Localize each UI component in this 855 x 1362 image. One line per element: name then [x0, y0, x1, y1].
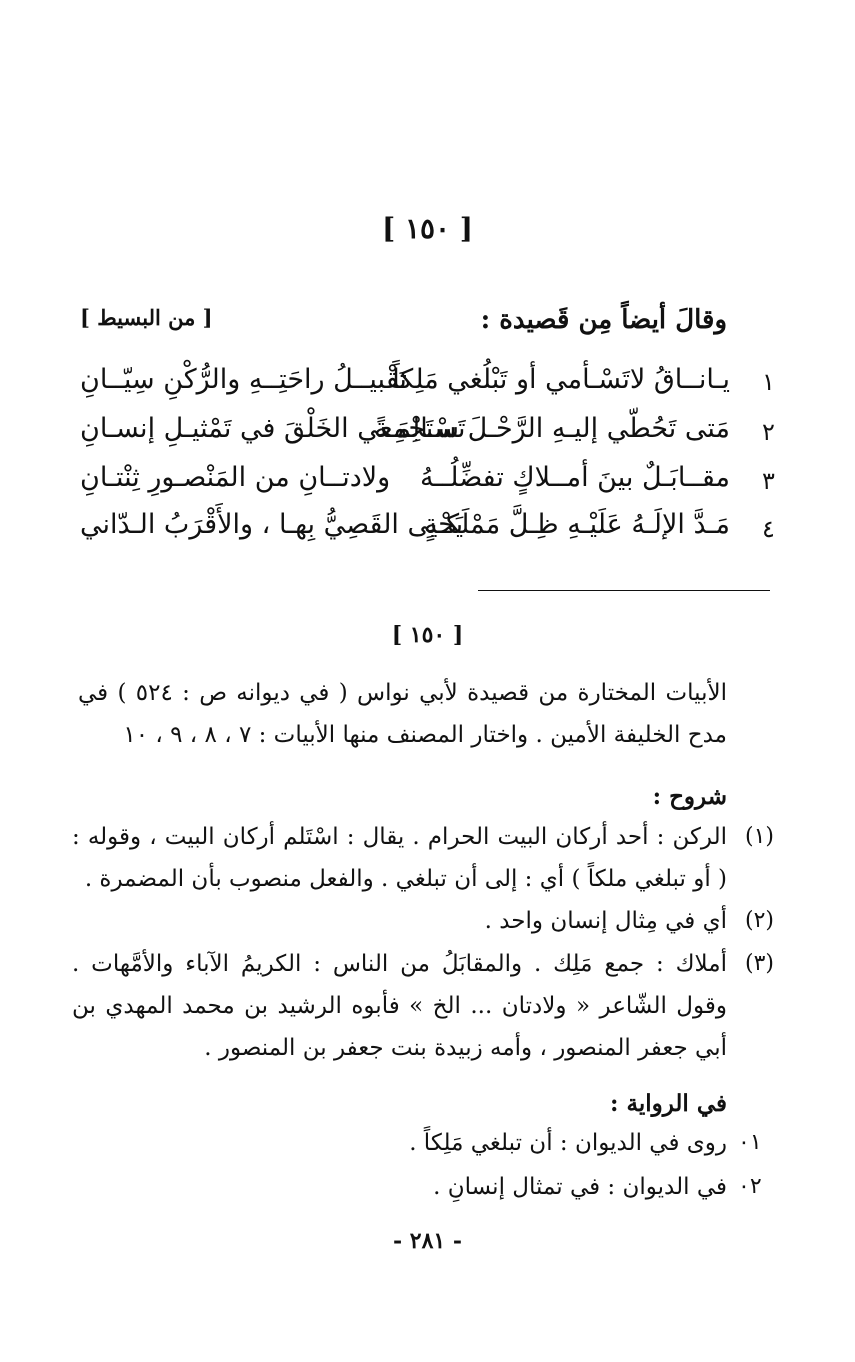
variant-item: في الديوان : في تمثال إنسانِ . [433, 1174, 727, 1200]
verse-number: ٤ [762, 515, 775, 543]
commentary-number: (١) [745, 824, 775, 849]
verse-second-hemistich: يَحْيى القَصِيُّ بِهـا ، والأَقْرَبُ الـدّاني [80, 509, 464, 540]
variant-number: ٠٢ [738, 1174, 762, 1199]
commentary-number: (٢) [745, 908, 775, 933]
verse-second-hemistich: تَسْتَجْمِعي الخَلْقَ في تَمْثيـلِ إنسـانِ [80, 413, 466, 444]
page-number: - ٢٨١ - [392, 1228, 463, 1254]
commentary-number: (٣) [745, 951, 775, 976]
commentary-item: الركن : أحد أركان البيت الحرام . يقال : اسْتَلم أركان البيت ، وقوله : ( أو تبلغي ملكاً ) أي : إلى أن تبلغي . والفعل منصوب بأن المضمرة . [72, 824, 727, 892]
verse-second-hemistich: تَقْبيــلُ راحَتِــهِ والرُّكْنِ سِيّــانِ [80, 364, 407, 395]
poem-number: [ ١٥٠ ] [381, 212, 474, 245]
verse-second-hemistich: ولادتــانِ من المَنْصـورِ ثِنْتـانِ [80, 462, 391, 493]
commentary-heading: شروح : [652, 783, 727, 810]
commentary-item: أي في مِثال إنسان واحد . [484, 908, 727, 934]
verse-first-hemistich: مَـدَّ الإلَـهُ عَلَيْـهِ ظِـلَّ مَمْلَكـةٍ [423, 509, 730, 540]
variant-number: ٠١ [738, 1130, 762, 1155]
verse-first-hemistich: مَتى تَحُطّي إليـهِ الرَّحْـلَ سـالِمَـةً [374, 413, 730, 444]
verse-first-hemistich: مقــابَـلٌ بينَ أمــلاكٍ تفضِّلُــهُ [420, 462, 730, 493]
verse-number: ٣ [762, 467, 775, 495]
poem-intro: وقالَ أيضاً مِن قَصيدة : [480, 305, 727, 335]
footnote-separator [478, 590, 770, 591]
source-paragraph: الأبيات المختارة من قصيدة لأبي نواس ( في ديوانه ص : ٥٢٤ ) في مدح الخليفة الأمين . واختار المصنف منها الأبيات : ٧ ، ٨ ، ٩ ، ١٠ [78, 680, 727, 748]
verse-number: ١ [762, 368, 775, 396]
variant-item: روى في الديوان : أن تبلغي مَلِكاً . [409, 1130, 727, 1156]
meter-label: [ من البسيط ] [80, 305, 213, 330]
notes-number: [ ١٥٠ ] [391, 622, 464, 648]
verse-first-hemistich: يـانــاقُ لاتَسْـأمي أو تَبْلُغي مَلِكاً [392, 364, 730, 395]
commentary-item: أملاك : جمع مَلِك . والمقابَلُ من الناس : الكريمُ الآباء والأمَّهات . وقول الشّاعر « ولادتان ... الخ » فأبوه الرشيد بن محمد المهدي بن أبي جعفر المنصور ، وأمه زبيدة بنت جعفر بن المنصور . [72, 951, 727, 1061]
variants-heading: في الرواية : [610, 1090, 727, 1117]
verse-number: ٢ [762, 418, 775, 446]
